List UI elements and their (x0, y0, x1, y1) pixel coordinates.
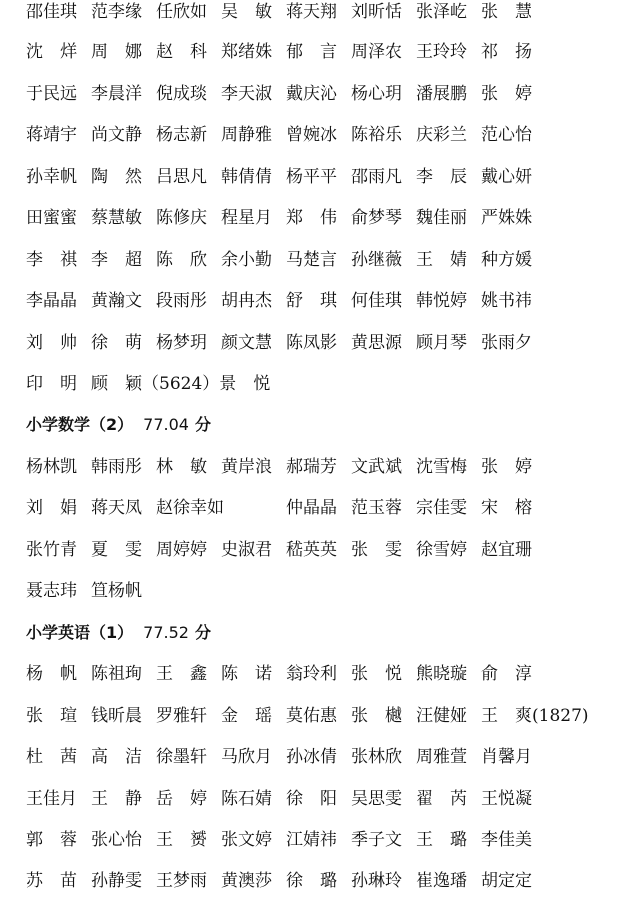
name-cell: 崔逸璠 (416, 871, 467, 891)
name-cell: 宗佳雯 (416, 498, 467, 518)
name-cell: 刘昕恬 (351, 2, 402, 22)
name-cell: 马楚言 (286, 250, 337, 270)
name-cell: 王悦凝 (481, 789, 532, 809)
name-row (26, 165, 616, 189)
name-cell: 周雅萱 (416, 747, 467, 767)
name-row (26, 289, 616, 313)
name-cell: 熊晓璇 (416, 664, 467, 684)
section-title: 小学数学（2） (26, 415, 134, 434)
name-cell: 陈石婧 (221, 789, 272, 809)
name-cell: 李晶晶 (26, 291, 77, 311)
name-cell: 王 爽(1827) (481, 706, 589, 726)
name-cell: 陈 诺 (221, 664, 272, 684)
name-cell: 李 超 (91, 250, 142, 270)
name-cell: 刘 娟 (26, 498, 77, 518)
name-row (26, 662, 616, 686)
name-cell: 吴思雯 (351, 789, 402, 809)
name-cell: 程星月 (221, 208, 272, 228)
name-cell: 黄岸浪 (221, 457, 272, 477)
name-cell: 韩悦婷 (416, 291, 467, 311)
name-cell: 郑 伟 (286, 208, 337, 228)
name-cell: 严姝姝 (481, 208, 532, 228)
name-cell: 张 樾 (351, 706, 402, 726)
name-cell: 顾月琴 (416, 333, 467, 353)
name-cell: 祁 扬 (481, 42, 532, 62)
name-cell: 赵 科 (156, 42, 207, 62)
name-cell: 张 瑄 (26, 706, 77, 726)
name-cell: 王 赟 (156, 830, 207, 850)
name-cell: 王玲玲 (416, 42, 467, 62)
name-cell: 苏 苗 (26, 871, 77, 891)
name-cell: 赵徐幸如 (156, 498, 224, 518)
name-cell: 杨志新 (156, 125, 207, 145)
name-cell: 笪杨帆 (91, 581, 142, 601)
name-row (26, 869, 616, 893)
name-cell: 王 婧 (416, 250, 467, 270)
name-cell: 金 瑶 (221, 706, 272, 726)
name-cell: 翁玲利 (286, 664, 337, 684)
section-title: 小学英语（1） (26, 623, 134, 642)
name-cell: 李 辰 (416, 167, 467, 187)
name-cell: 姚书祎 (481, 291, 532, 311)
name-cell: 蒋天凤 (91, 498, 142, 518)
name-cell: 俞梦琴 (351, 208, 402, 228)
name-cell: 陈裕乐 (351, 125, 402, 145)
name-cell: 李晨洋 (91, 84, 142, 104)
name-row (26, 331, 616, 355)
name-cell: 种方媛 (481, 250, 532, 270)
name-cell: 段雨彤 (156, 291, 207, 311)
name-cell: 陈修庆 (156, 208, 207, 228)
name-cell: 钱昕晨 (91, 706, 142, 726)
name-row (26, 704, 616, 728)
name-cell: 孙琳玲 (351, 871, 402, 891)
name-cell: 郭 蓉 (26, 830, 77, 850)
name-cell: 潘展鹏 (416, 84, 467, 104)
name-cell: 郁 言 (286, 42, 337, 62)
name-cell: 王 鑫 (156, 664, 207, 684)
name-cell: 蔡慧敏 (91, 208, 142, 228)
name-cell: 胡冉杰 (221, 291, 272, 311)
name-cell: 陶 然 (91, 167, 142, 187)
name-cell: 罗雅轩 (156, 706, 207, 726)
name-cell: 魏佳丽 (416, 208, 467, 228)
name-cell: 莫佑惠 (286, 706, 337, 726)
name-cell: 孙幸帆 (26, 167, 77, 187)
name-row (26, 828, 616, 852)
name-cell: 杨平平 (286, 167, 337, 187)
name-cell: 仲晶晶 (286, 498, 337, 518)
name-cell: 杨林凯 (26, 457, 77, 477)
name-cell: 岳 婷 (156, 789, 207, 809)
name-cell: 蒋天翔 (286, 2, 337, 22)
name-row (26, 496, 616, 520)
name-row (26, 538, 616, 562)
name-row (26, 82, 616, 106)
name-cell: 邵雨凡 (351, 167, 402, 187)
name-cell: 印 明 (26, 374, 77, 394)
name-cell: 戴心妍 (481, 167, 532, 187)
name-cell: 肖馨月 (481, 747, 532, 767)
name-cell: 郝瑞芳 (286, 457, 337, 477)
name-cell: 徐 阳 (286, 789, 337, 809)
name-cell: 孙继薇 (351, 250, 402, 270)
name-cell: 庆彩兰 (416, 125, 467, 145)
name-cell: 汪健娅 (416, 706, 467, 726)
name-cell: 黄思源 (351, 333, 402, 353)
name-cell: 徐墨轩 (156, 747, 207, 767)
name-row (26, 745, 616, 769)
name-cell: 史淑君 (221, 540, 272, 560)
name-cell: 周婷婷 (156, 540, 207, 560)
name-cell: 高 洁 (91, 747, 142, 767)
name-cell: 李天淑 (221, 84, 272, 104)
name-cell: 黄瀚文 (91, 291, 142, 311)
name-cell: 聂志玮 (26, 581, 77, 601)
name-cell: 吴 敏 (221, 2, 272, 22)
name-row (26, 40, 616, 64)
name-cell: 徐 璐 (286, 871, 337, 891)
name-cell: 余小勤 (221, 250, 272, 270)
name-cell: 周静雅 (221, 125, 272, 145)
name-row (26, 455, 616, 479)
name-cell: 翟 芮 (416, 789, 467, 809)
name-cell: 张 慧 (481, 2, 532, 22)
name-cell: 蒋靖宇 (26, 125, 77, 145)
name-cell: 舒 琪 (286, 291, 337, 311)
name-cell: 任欣如 (156, 2, 207, 22)
name-cell: 俞 淳 (481, 664, 532, 684)
name-cell: 王佳月 (26, 789, 77, 809)
name-cell: 张 婷 (481, 84, 532, 104)
name-cell: 范玉蓉 (351, 498, 402, 518)
name-cell: 顾 颖（5624）景 悦 (91, 374, 271, 394)
name-cell: 陈祖珣 (91, 664, 142, 684)
name-cell: 季子文 (351, 830, 402, 850)
section-score-unit: 分 (194, 415, 211, 434)
name-row (26, 248, 616, 272)
name-cell: 杨 帆 (26, 664, 77, 684)
name-cell: 张文婷 (221, 830, 272, 850)
name-cell: 倪成琰 (156, 84, 207, 104)
name-cell: 刘 帅 (26, 333, 77, 353)
name-cell: 黄澳莎 (221, 871, 272, 891)
name-cell: 韩倩倩 (221, 167, 272, 187)
name-cell: 王 静 (91, 789, 142, 809)
name-cell: 韩雨彤 (91, 457, 142, 477)
name-cell: 夏 雯 (91, 540, 142, 560)
name-cell: 李佳美 (481, 830, 532, 850)
name-cell: 赵宜珊 (481, 540, 532, 560)
name-cell: 张 悦 (351, 664, 402, 684)
name-cell: 胡定定 (481, 871, 532, 891)
section-score: 77.04 (143, 415, 189, 434)
name-cell: 沈雪梅 (416, 457, 467, 477)
section-heading-english (26, 621, 211, 645)
name-cell: 田蜜蜜 (26, 208, 77, 228)
name-cell: 江婧祎 (286, 830, 337, 850)
name-cell: 吕思凡 (156, 167, 207, 187)
name-row (26, 579, 616, 603)
name-cell: 杜 茜 (26, 747, 77, 767)
name-cell: 周 娜 (91, 42, 142, 62)
name-row (26, 0, 616, 24)
name-cell: 王 璐 (416, 830, 467, 850)
name-cell: 何佳琪 (351, 291, 402, 311)
name-cell: 沈 烊 (26, 42, 77, 62)
name-cell: 孙冰倩 (286, 747, 337, 767)
name-cell: 张泽屹 (416, 2, 467, 22)
name-cell: 马欣月 (221, 747, 272, 767)
name-cell: 张 雯 (351, 540, 402, 560)
section-heading-math (26, 413, 211, 437)
section-score: 77.52 (143, 623, 189, 642)
name-cell: 戴庆沁 (286, 84, 337, 104)
name-cell: 陈 欣 (156, 250, 207, 270)
name-cell: 徐雪婷 (416, 540, 467, 560)
name-cell: 杨梦玥 (156, 333, 207, 353)
name-cell: 曾婉冰 (286, 125, 337, 145)
name-row (26, 787, 616, 811)
name-cell: 于民远 (26, 84, 77, 104)
name-cell: 王梦雨 (156, 871, 207, 891)
name-cell: 张林欣 (351, 747, 402, 767)
name-cell: 范心怡 (481, 125, 532, 145)
name-row (26, 123, 616, 147)
name-cell: 周泽农 (351, 42, 402, 62)
name-cell: 嵇英英 (286, 540, 337, 560)
name-cell: 张心怡 (91, 830, 142, 850)
name-cell: 郑绪姝 (221, 42, 272, 62)
name-cell: 杨心玥 (351, 84, 402, 104)
name-cell: 林 敏 (156, 457, 207, 477)
name-cell: 邵佳琪 (26, 2, 77, 22)
name-cell: 尚文静 (91, 125, 142, 145)
name-cell: 颜文慧 (221, 333, 272, 353)
name-cell: 文武斌 (351, 457, 402, 477)
name-row (26, 206, 616, 230)
name-cell: 徐 萌 (91, 333, 142, 353)
name-cell: 孙静雯 (91, 871, 142, 891)
name-cell: 范李缘 (91, 2, 142, 22)
name-cell: 宋 榕 (481, 498, 532, 518)
name-cell: 张雨夕 (481, 333, 532, 353)
name-cell: 张 婷 (481, 457, 532, 477)
name-cell: 张竹青 (26, 540, 77, 560)
name-cell: 陈凤影 (286, 333, 337, 353)
name-row (26, 372, 616, 396)
name-cell: 李 祺 (26, 250, 77, 270)
section-score-unit: 分 (194, 623, 211, 642)
